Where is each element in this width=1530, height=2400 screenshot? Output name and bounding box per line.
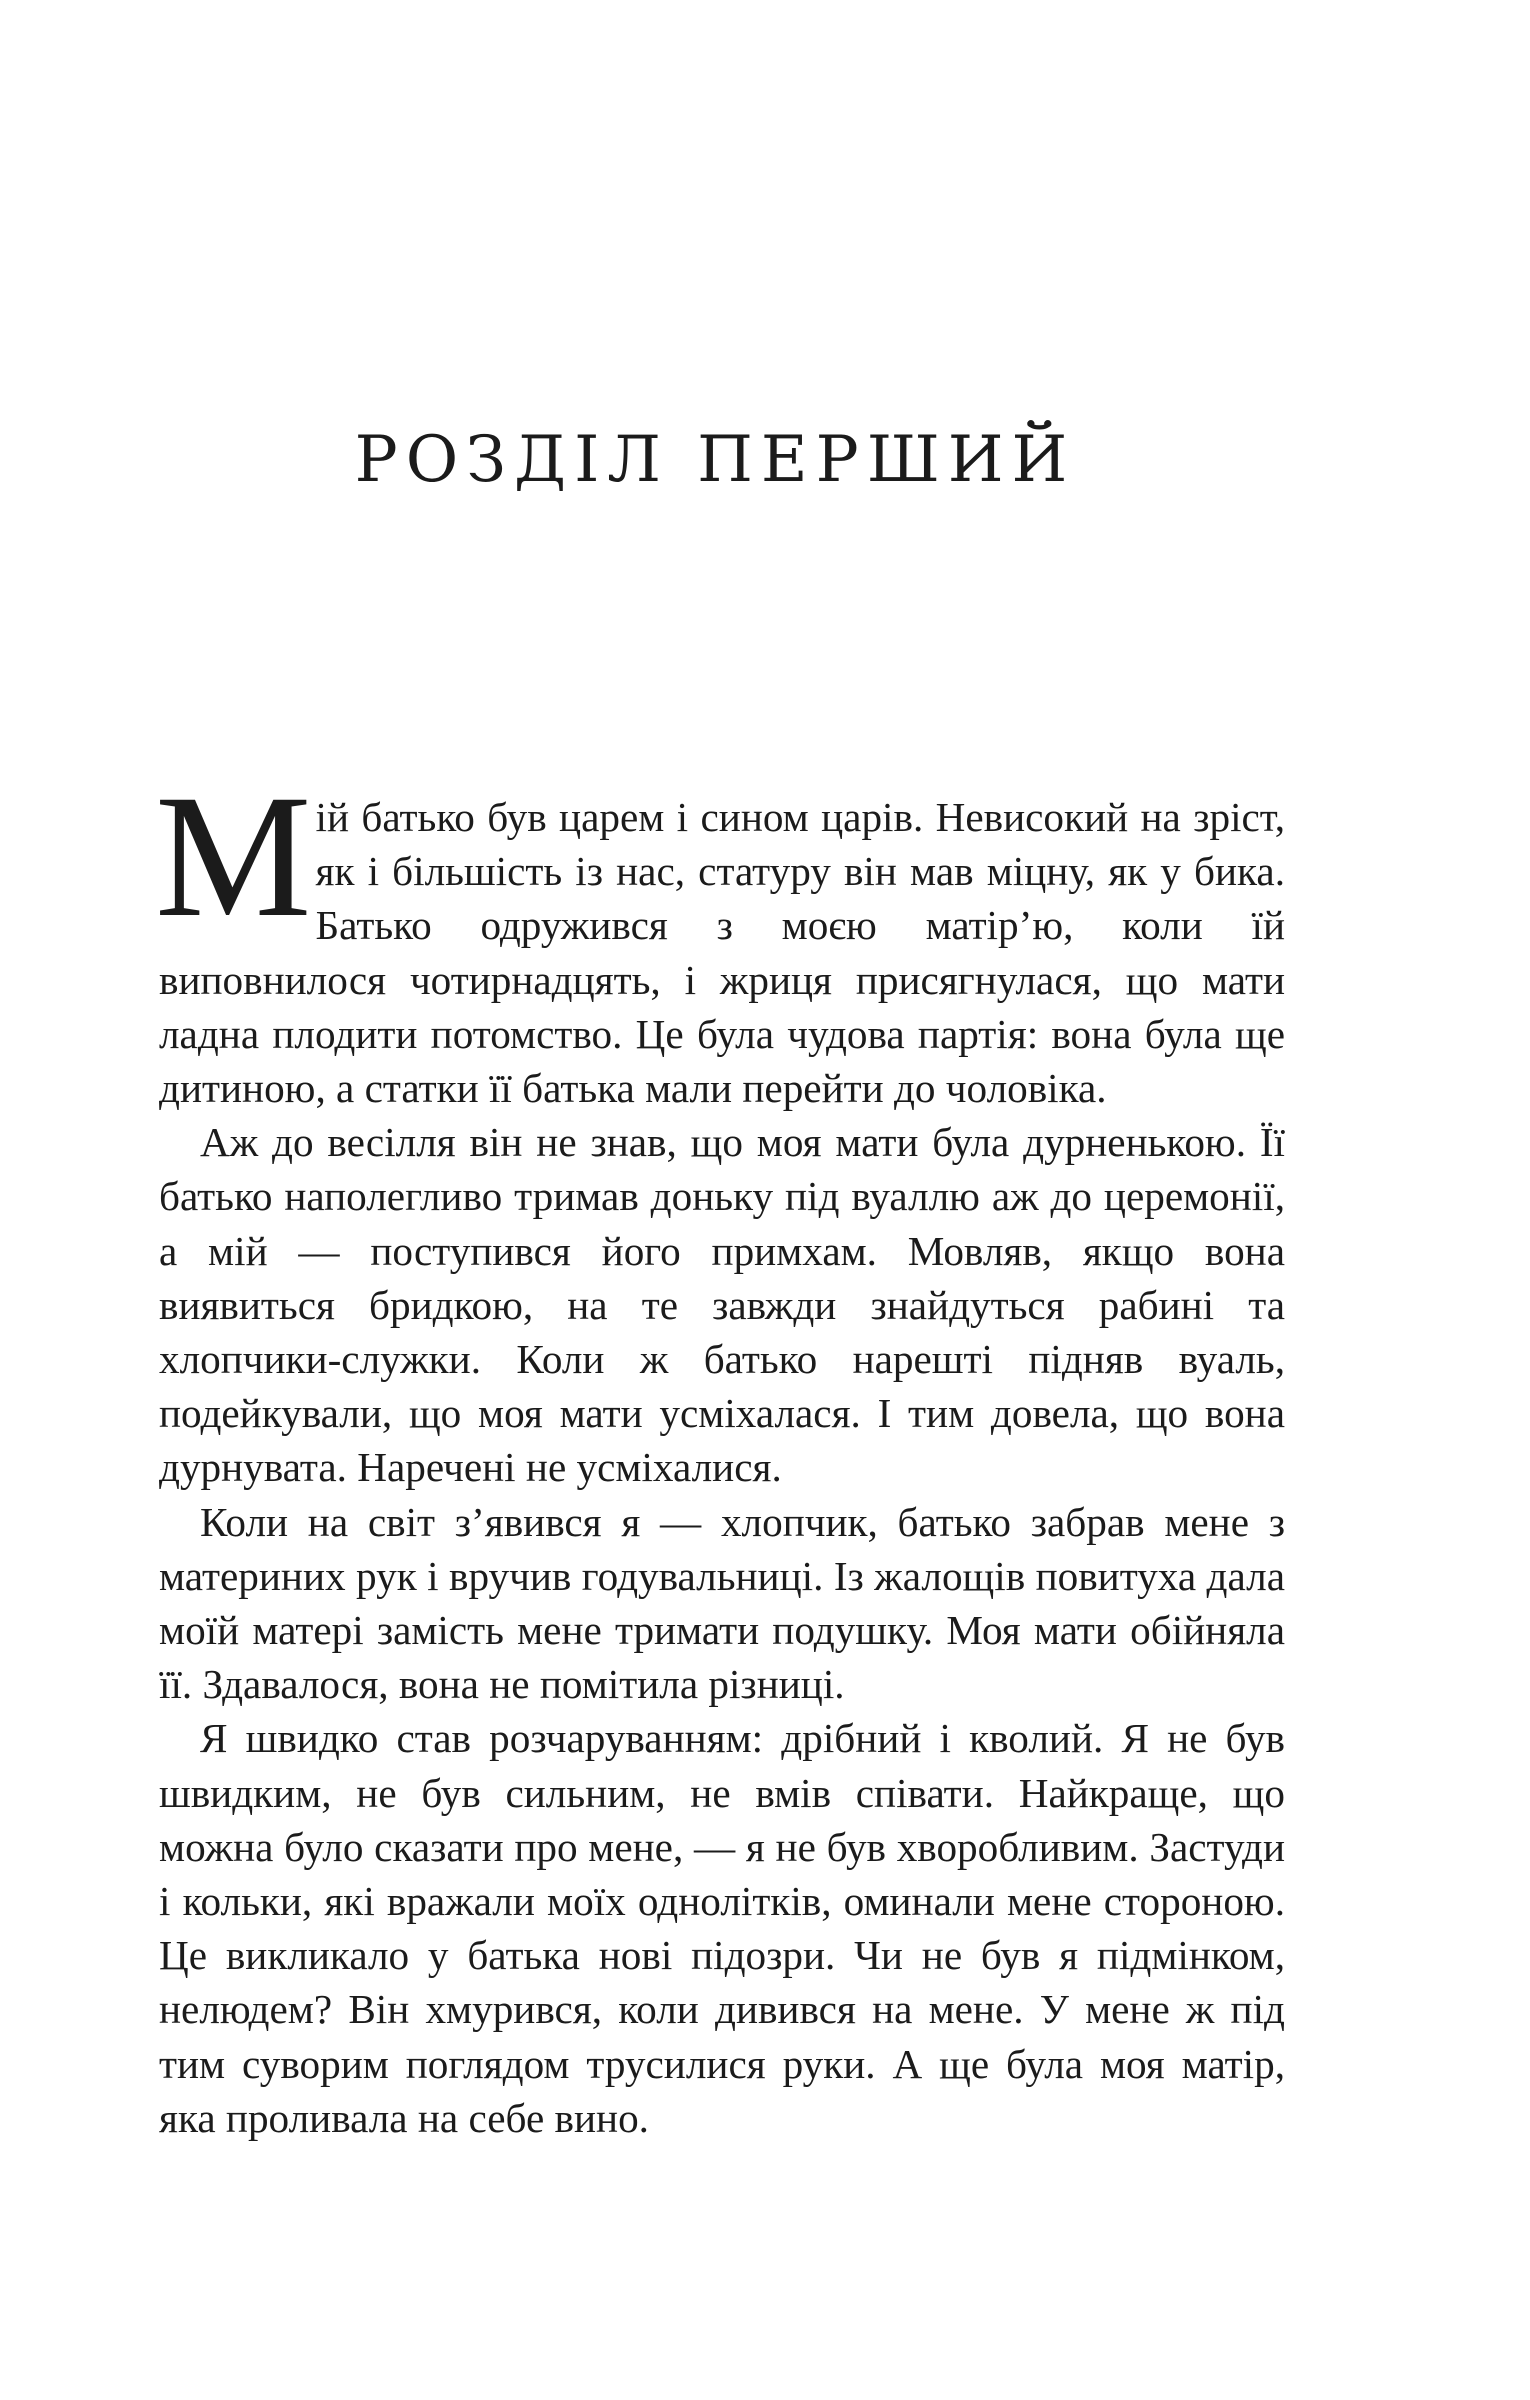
drop-cap: М <box>155 759 312 954</box>
paragraph-4: Я швидко став розчаруванням: дрібний і кволий. Я не був швидким, не був сильним, не вмів співати. Найкраще, що можна було сказати про мене, — я не був хворобливим. Застуди і кольки, які вражали моїх однолітків, оминали мене стороною. Це викликало у батька нові підозри. Чи не був я підмінком, нелюдем? Він хмурився, коли дивився на мене. У мене ж під тим суворим поглядом трусилися руки. А ще була моя матір, яка проливала на себе вино. <box>159 1715 1285 2141</box>
paragraph-2: Аж до весілля він не знав, що моя мати була дурненькою. Її батько наполегливо тримав доньку під вуаллю аж до церемонії, а мій — поступився його примхам. Мовляв, якщо вона виявиться бридкою, на те завжди знайдуться рабині та хлопчики-служки. Коли ж батько нарешті підняв вуаль, подейкували, що моя мати усміхалася. І тим довела, що вона дурнувата. Наречені не усміхалися. <box>159 1119 1285 1491</box>
paragraph-1-text: ій батько був царем і сином царів. Невисокий на зріст, як і більшість із нас, статуру він мав міцну, як у бика. Батько одружився з моєю матір’ю, коли їй виповнилося чотирнадцять, і жриця присягнулася, що мати ладна плодити потомство. Це була чудова партія: вона була ще дитиною, а статки її батька мали перейти до чоловіка. <box>159 794 1285 1112</box>
paragraph-1 <box>155 759 1285 1115</box>
chapter-body <box>155 759 1285 2145</box>
chapter-title: РОЗДІЛ ПЕРШИЙ <box>354 423 1076 497</box>
paragraph-3: Коли на світ з’явився я — хлопчик, батько забрав мене з материних рук і вручив годувальниці. Із жалощів повитуха дала моїй матері замість мене тримати подушку. Моя мати обійняла її. Здавалося, вона не помітила різниці. <box>159 1498 1285 1708</box>
